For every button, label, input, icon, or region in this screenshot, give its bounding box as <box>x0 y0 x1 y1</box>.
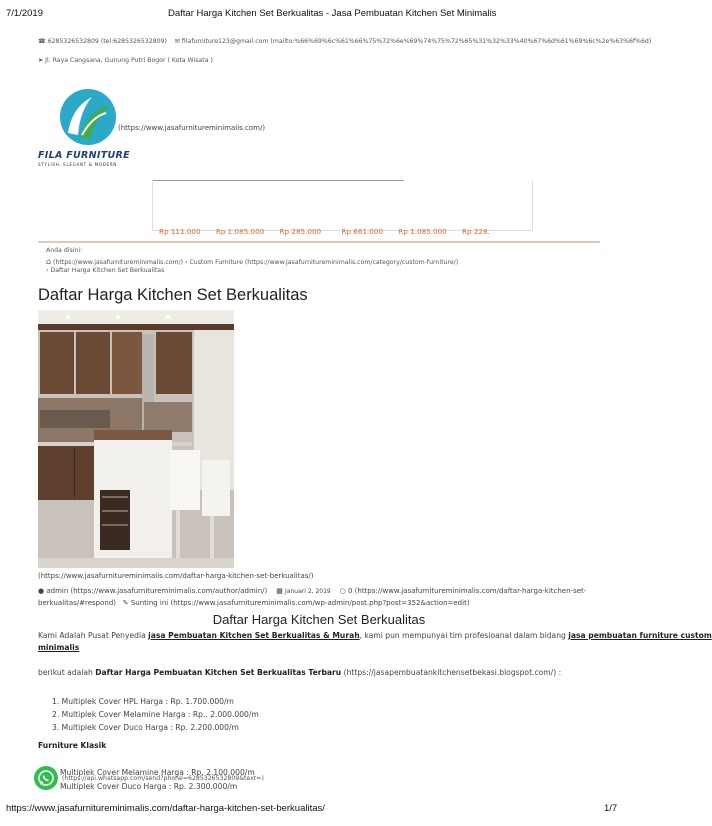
edit-link[interactable]: Sunting ini (https://www.jasafurnitureminimalis.com/wp-admin/post.php?post=352&action=edit) <box>130 599 470 607</box>
print-url: https://www.jasafurnitureminimalis.com/daftar-harga-kitchen-set-berkualitas/ <box>6 803 325 814</box>
whatsapp-link[interactable]: (https://api.whatsapp.com/send?phone=6285326532809&text=) <box>62 775 264 782</box>
breadcrumb-current: › Daftar Harga Kitchen Set Berkualitas <box>46 267 165 274</box>
list-intro-a: berikut adalah <box>38 668 96 677</box>
price-ticker <box>159 219 490 236</box>
breadcrumb-home-link[interactable]: (https://www.jasafurnitureminimalis.com/) <box>53 259 184 266</box>
intro-text-a: Kami Adalah Pusat Penyedia <box>38 631 149 640</box>
ticker-right-border <box>532 180 533 230</box>
ticker-price[interactable]: Rp 111.000 <box>159 227 201 236</box>
author-link[interactable]: admin (https://www.jasafurnitureminimalis.com/author/admin/) <box>46 587 268 595</box>
breadcrumb-separator: › <box>185 259 188 266</box>
list-item: 3. Multiplek Cover Duco Harga : Rp. 2.200.000/m <box>52 723 239 732</box>
breadcrumb-trail <box>46 257 458 266</box>
phone-link[interactable]: 6285326532809 (tel:6285326532809) <box>47 38 167 45</box>
comments-link-cont[interactable]: berkualitas/#respond) <box>38 599 117 607</box>
logo-brand: FILA FURNITURE <box>38 150 130 161</box>
ticker-price[interactable]: Rp 285.000 <box>279 227 322 236</box>
post-meta-line2 <box>38 599 470 607</box>
list-item: Multiplek Cover Duco Harga : Rp. 2.300.000/m <box>60 782 238 791</box>
image-link[interactable]: (https://www.jasafurnitureminimalis.com/daftar-harga-kitchen-set-berkualitas/) <box>38 572 314 580</box>
paragraph-list-intro <box>38 668 561 677</box>
comment-icon: ○ <box>339 587 346 595</box>
ticker-top-rule <box>152 180 404 181</box>
home-icon[interactable]: ⌂ <box>46 257 52 266</box>
ticker-price[interactable]: Rp 661.000 <box>341 227 384 236</box>
intro-text-c: , kami pun mempunyai tim profesioanal dalam bidang <box>359 631 569 640</box>
jasa-furniture-link[interactable]: jasa pembuatan furniture custom <box>568 631 712 640</box>
furniture-klasik-heading: Furniture Klasik <box>38 741 107 750</box>
print-title: Daftar Harga Kitchen Set Berkualitas - Jasa Pembuatan Kitchen Set Minimalis <box>168 8 497 19</box>
comments-link[interactable]: 0 (https://www.jasafurnitureminimalis.com/daftar-harga-kitchen-set- <box>347 587 587 595</box>
breadcrumb-category-link[interactable]: Custom Furniture (https://www.jasafurnitureminimalis.com/category/custom-furniture/) <box>189 259 459 266</box>
blog-link[interactable]: (https://jasapembuatankitchensetbekasi.blogspot.com/) : <box>341 668 562 677</box>
leaf-logo-icon <box>58 87 118 147</box>
list-item: 1. Multiplek Cover HPL Harga : Rp. 1.700.000/m <box>52 697 234 706</box>
daftar-harga-link[interactable]: Daftar Harga Pembuatan Kitchen Set Berkualitas Terbaru <box>95 668 342 677</box>
minimalis-link[interactable]: minimalis <box>38 643 80 652</box>
paragraph-intro-line2 <box>38 643 79 652</box>
paragraph-intro <box>38 631 712 640</box>
article-heading: Daftar Harga Kitchen Set Berkualitas <box>212 612 426 627</box>
list-item: 2. Multiplek Cover Melamine Harga : Rp.. 2.000.000/m <box>52 710 259 719</box>
edit-icon: ✎ <box>122 599 129 607</box>
ticker-price[interactable]: Rp 228. <box>461 227 490 236</box>
whatsapp-button[interactable] <box>34 766 58 790</box>
logo-link[interactable]: (https://www.jasafurnitureminimalis.com/) <box>118 124 266 132</box>
location-arrow-icon: ➤ <box>38 57 44 64</box>
kitchen-photo[interactable] <box>38 310 234 568</box>
kitchen-image <box>38 310 234 568</box>
print-page-number: 1/7 <box>604 803 618 814</box>
post-date: Januari 2, 2019 <box>285 588 331 595</box>
post-meta <box>38 587 586 595</box>
breadcrumb-label: Anda disini: <box>46 247 83 254</box>
ticker-left-border <box>152 180 153 230</box>
phone-icon: ☎ <box>38 38 46 45</box>
address-text: Jl. Raya Cangsana, Gunung Putri Bogor ( Kota Wisata ) <box>45 57 213 64</box>
page-title: Daftar Harga Kitchen Set Berkualitas <box>38 286 308 304</box>
ticker-price[interactable]: Rp 1.085.000 <box>215 227 265 236</box>
mail-icon: ✉ <box>174 38 180 45</box>
topbar-contact <box>38 38 651 45</box>
ticker-price[interactable]: Rp 1.085.000 <box>398 227 447 236</box>
jasa-pembuatan-link[interactable]: jasa Pembuatan Kitchen Set Berkualitas & Murah <box>148 631 360 640</box>
print-date: 7/1/2019 <box>6 8 43 19</box>
user-icon: ● <box>38 587 45 595</box>
list-item: Multiplek Cover Melamine Harga : Rp. 2.100.000/m <box>60 768 255 777</box>
logo-tagline: STYLISH, ELEGANT & MODERN <box>38 162 117 167</box>
whatsapp-icon <box>34 766 58 790</box>
email-link[interactable]: filafurniture123@gmail.com (mailto:%66%69%6c%61%66%75%72%6e%69%74%75%72%65%31%32%33%40%67%6d%61%69%6c%2e%63%6f%6d) <box>181 38 652 45</box>
topbar-address <box>38 57 213 64</box>
calendar-icon: ▦ <box>276 587 283 595</box>
logo-mark[interactable] <box>58 87 118 147</box>
